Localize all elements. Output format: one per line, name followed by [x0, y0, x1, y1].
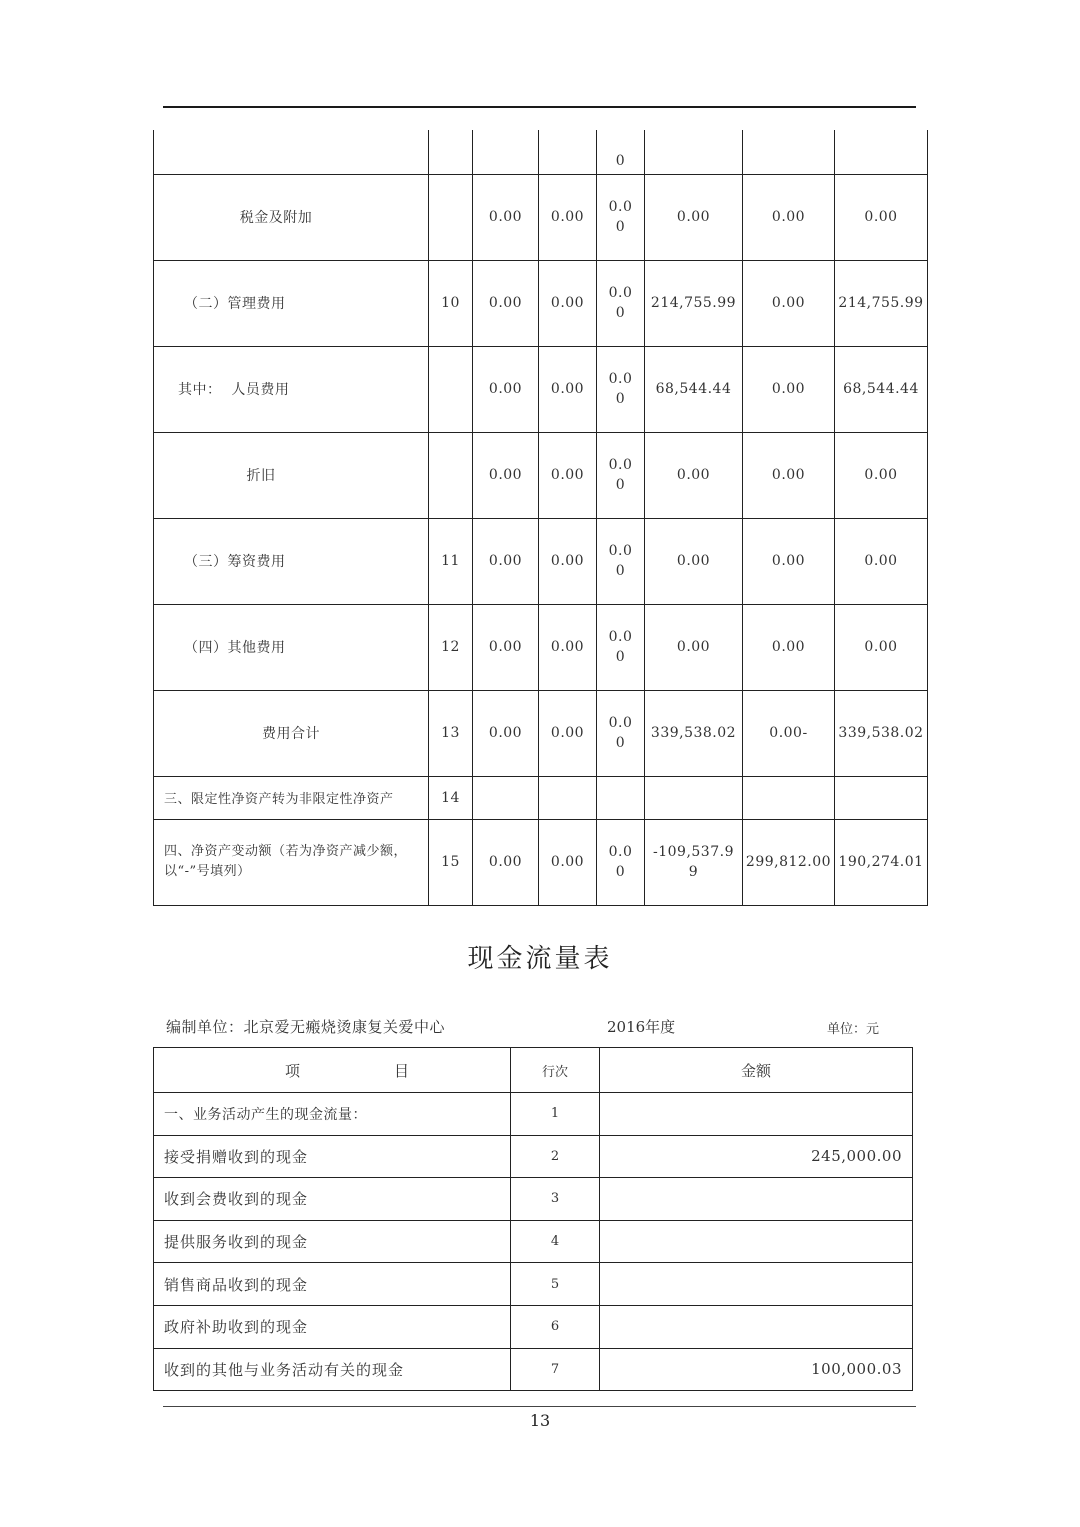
cell-c3: 0.0 0: [597, 819, 645, 905]
table-row: [154, 130, 928, 174]
footer-rule: [163, 1406, 916, 1407]
cell-c4: -109,537.9 9: [645, 819, 743, 905]
table-row: （二）管理费用 10 0.00 0.00 0.0 0 214,755.99 0.00 214,755.99: [154, 260, 928, 346]
currency-unit: 单位：元: [827, 1022, 880, 1037]
table-row: 销售商品收到的现金 5: [154, 1263, 913, 1306]
row-label: （四）其他费用: [154, 604, 429, 690]
table-row: 费用合计 13 0.00 0.00 0.0 0 339,538.02 0.00- 339,538.02: [154, 690, 928, 776]
cashflow-table: [153, 1047, 913, 1391]
report-year: 2016年度: [607, 1018, 676, 1036]
row-label: 税金及附加: [154, 174, 429, 260]
header-line: 行次: [511, 1048, 600, 1093]
cell-c3: 0: [597, 130, 645, 174]
table-row: 三、限定性净资产转为非限定性净资产 14: [154, 776, 928, 819]
table-row: 四、净资产变动额（若为净资产减少额， 以“-”号填列） 15 0.00 0.00 0.0 0 -109,537.9 9 299,812.00 190,274.01: [154, 819, 928, 905]
preparing-unit: 编制单位：北京爱无瘢烧烫康复关爱中心: [166, 1018, 446, 1036]
row-label: 四、净资产变动额（若为净资产减少额， 以“-”号填列）: [154, 819, 429, 905]
table-row: 收到的其他与业务活动有关的现金 7 100,000.03: [154, 1348, 913, 1391]
table-row: 收到会费收到的现金 3: [154, 1178, 913, 1221]
header-amount: 金额: [600, 1048, 913, 1093]
row-label: （二）管理费用: [154, 260, 429, 346]
cell-c3: 0.0 0: [597, 174, 645, 260]
cell-c3: 0.0 0: [597, 518, 645, 604]
row-label: 其中： 人员费用: [154, 346, 429, 432]
cell-c3: 0.0 0: [597, 690, 645, 776]
header-item: 项 目: [154, 1048, 511, 1093]
table-row: 提供服务收到的现金 4: [154, 1220, 913, 1263]
row-label: 三、限定性净资产转为非限定性净资产: [154, 776, 429, 819]
table-header-row: [154, 1048, 913, 1093]
header-rule: [163, 106, 916, 108]
table-row: 一、业务活动产生的现金流量： 1: [154, 1093, 913, 1136]
page-number: 13: [529, 1411, 551, 1430]
cell-c3: 0.0 0: [597, 260, 645, 346]
cell-c3: 0.0 0: [597, 346, 645, 432]
table-row: 政府补助收到的现金 6: [154, 1305, 913, 1348]
row-label: 费用合计: [154, 690, 429, 776]
row-label: [154, 130, 429, 174]
table-row: 税金及附加 0.00 0.00 0.0 0 0.00 0.00 0.00: [154, 174, 928, 260]
cell-c3: 0.0 0: [597, 604, 645, 690]
cell-c3: 0.0 0: [597, 432, 645, 518]
row-label: （三）筹资费用: [154, 518, 429, 604]
table-row: 其中： 人员费用 0.00 0.00 0.0 0 68,544.44 0.00 68,544.44: [154, 346, 928, 432]
cashflow-title: 现金流量表: [467, 944, 613, 974]
table-row: （四）其他费用 12 0.00 0.00 0.0 0 0.00 0.00 0.00: [154, 604, 928, 690]
table-row: 接受捐赠收到的现金 2 245,000.00: [154, 1135, 913, 1178]
table-row: （三）筹资费用 11 0.00 0.00 0.0 0 0.00 0.00 0.00: [154, 518, 928, 604]
activity-statement-table: [153, 130, 928, 906]
row-label: 折旧: [154, 432, 429, 518]
table-row: 折旧 0.00 0.00 0.0 0 0.00 0.00 0.00: [154, 432, 928, 518]
